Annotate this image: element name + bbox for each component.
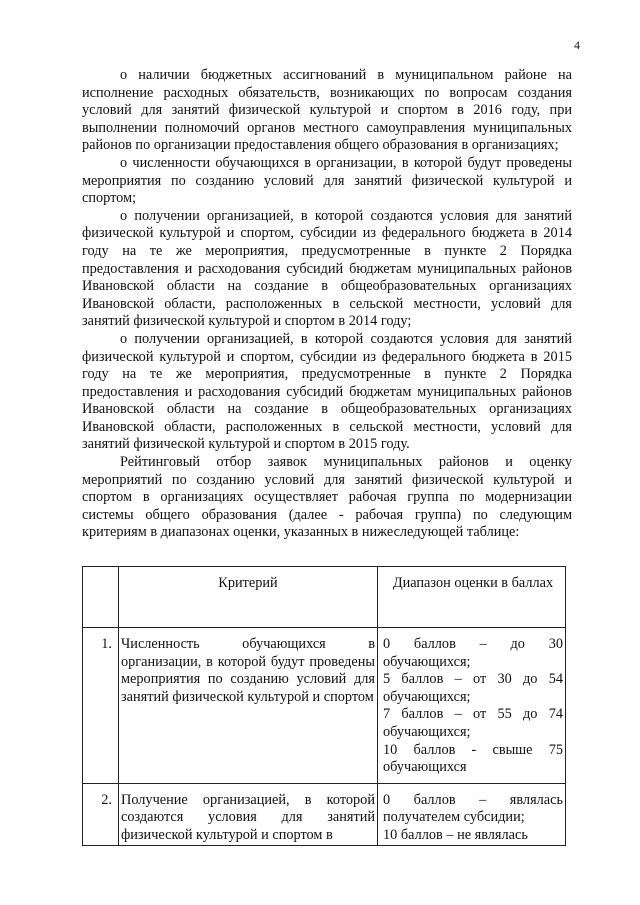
table-row	[83, 783, 566, 845]
row-range	[378, 783, 566, 845]
paragraph-subsidy-2015: о получении организацией, в которой создаются условия для занятий физической культурой и спортом, субсидии из федерального бюджета в 2015 году на те же мероприятия, предусмотренные в пункте 2 Порядка предоставления и расходования субсидий бюджетам муниципальных районов Ивановской области на создание в общеобразовательных организациях Ивановской области, расположенных в сельской местности, условий для занятий физической культурой и спортом в 2015 году.	[82, 330, 572, 453]
header-num-cell	[83, 567, 119, 628]
range-item: 7 баллов – от 55 до 74 обучающихся;	[383, 706, 563, 740]
row-criterion: Численность обучающихся в организации, в которой будут проведены мероприятия по созданию условий для занятий физической культурой и спортом	[119, 628, 378, 784]
paragraph-budget-allocations: о наличии бюджетных ассигнований в муниципальном районе на исполнение расходных обязательств, возникающих по вопросам создания условий для занятий физической культурой и спортом в 2016 году, при выполнении полномочий органов местного самоуправления муниципальных районов по организации предоставления общего образования в организациях;	[82, 67, 572, 154]
header-range-cell: Диапазон оценки в баллах	[378, 567, 566, 628]
paragraph-student-count: о численности обучающихся в организации, в которой будут проведены мероприятия по созданию условий для занятий физической культурой и спортом;	[82, 154, 572, 207]
paragraph-subsidy-2014: о получении организацией, в которой создаются условия для занятий физической культурой и спортом, субсидии из федерального бюджета в 2014 году на те же мероприятия, предусмотренные в пункте 2 Порядка предоставления и расходования субсидий бюджетам муниципальных районов Ивановской области на создание в общеобразовательных организациях Ивановской области, расположенных в сельской местности, условий для занятий физической культурой и спортом в 2014 году;	[82, 207, 572, 330]
range-item: 10 баллов - свыше 75 обучающихся	[383, 741, 563, 776]
document-body	[82, 67, 572, 542]
range-item: 0 баллов – до 30 обучающихся;	[383, 636, 563, 670]
page-number: 4	[574, 38, 580, 52]
range-item: 0 баллов – являлась получателем субсидии;	[383, 791, 563, 826]
criteria-table	[82, 566, 566, 846]
row-number: 2.	[83, 783, 119, 845]
paragraph-rating-selection: Рейтинговый отбор заявок муниципальных районов и оценку мероприятий по созданию условий для занятий физической культурой и спортом в организациях осуществляет рабочая группа по модернизации системы общего образования (далее - рабочая группа) по следующим критериям в диапазонах оценки, указанных в нижеследующей таблице:	[82, 454, 572, 541]
table-row	[83, 628, 566, 784]
row-number: 1.	[83, 628, 119, 784]
table-header-row	[83, 567, 566, 628]
range-item: 5 баллов – от 30 до 54 обучающихся;	[383, 671, 563, 705]
range-item: 10 баллов – не являлась	[383, 826, 528, 843]
row-range	[378, 628, 566, 784]
header-criterion-cell: Критерий	[119, 567, 378, 628]
row-criterion: Получение организацией, в которой создаются условия для занятий физической культурой и спортом в	[119, 783, 378, 845]
